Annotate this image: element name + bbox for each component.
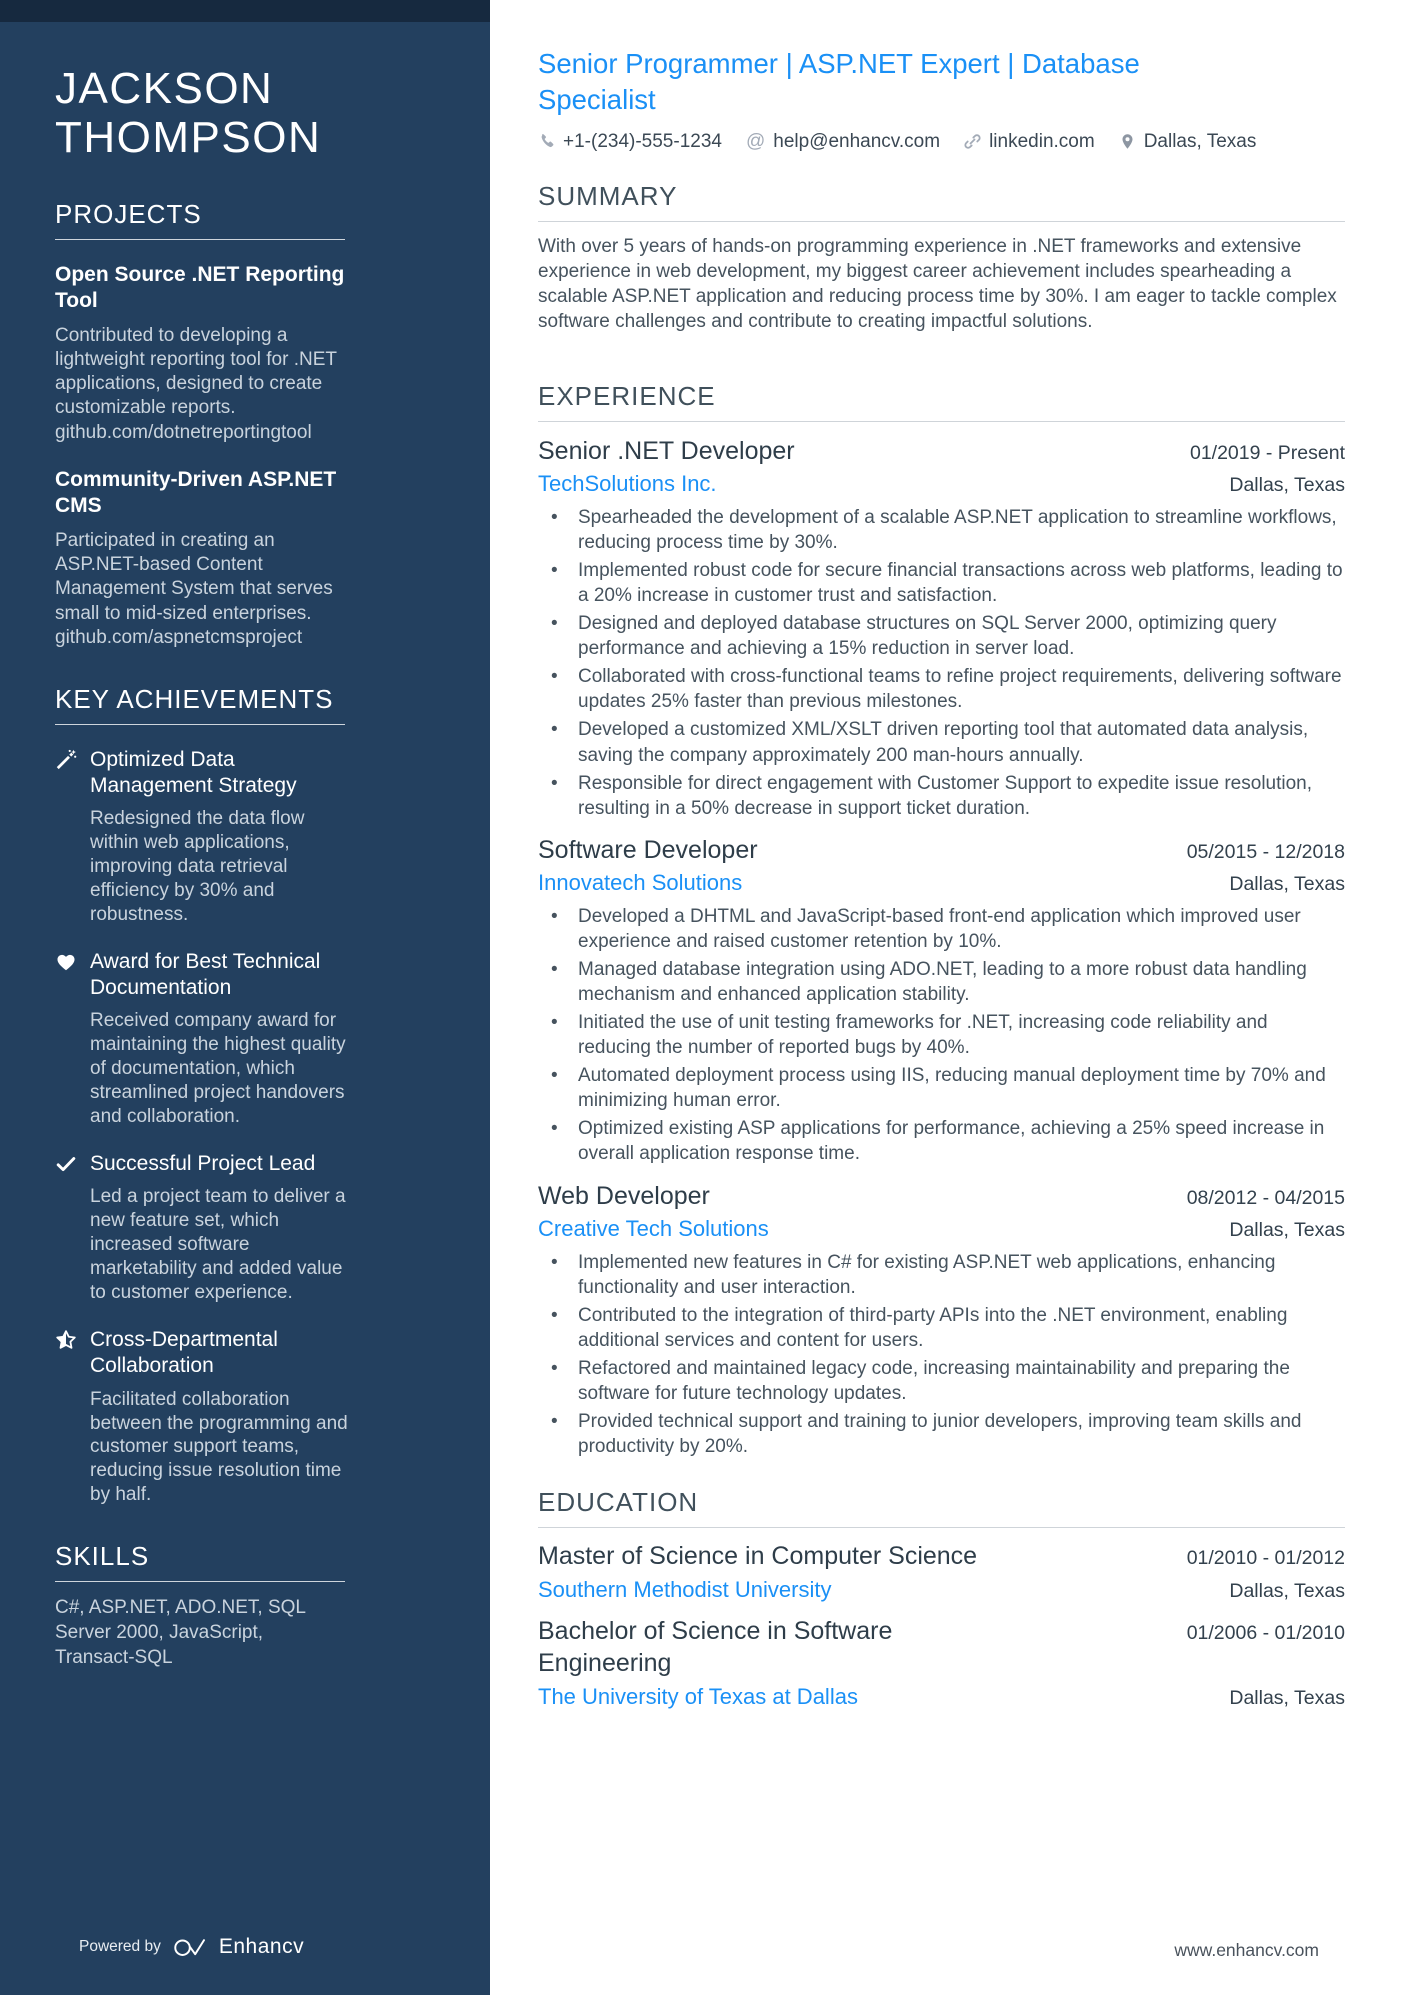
email-address: help@enhancv.com <box>773 130 941 152</box>
school-name[interactable]: The University of Texas at Dallas <box>538 1683 858 1709</box>
degree-title: Bachelor of Science in Software Engineering <box>538 1617 893 1677</box>
skills-heading: SKILLS <box>55 1541 150 1572</box>
project-link[interactable]: github.com/aspnetcmsproject <box>55 626 303 648</box>
enhancv-logo-icon[interactable] <box>172 1936 208 1959</box>
job-bullet: • Refactored and maintained legacy code, increasing maintainability and preparing the software for future technology updates. <box>538 1356 1345 1406</box>
key-achievements-heading: KEY ACHIEVEMENTS <box>55 683 334 714</box>
job-bullet: • Optimized existing ASP applications for performance, achieving a 25% speed increase in overall application response time. <box>538 1116 1345 1166</box>
key-achievements-section <box>55 684 435 1508</box>
job-bullet: • Contributed to the integration of third-party APIs into the .NET environment, enabling additional services and content for users. <box>538 1303 1345 1353</box>
degree-subheader-row <box>538 1577 1345 1603</box>
job-bullet: • Developed a customized XML/XSLT driven reporting tool that automated data analysis, saving the company approximately 200 man-hours annually. <box>538 717 1345 767</box>
job-bullets <box>538 1250 1345 1460</box>
section-divider <box>55 724 345 725</box>
phone-icon <box>538 133 555 150</box>
achievement-title: Successful Project Lead <box>90 1152 316 1176</box>
achievement-description: Led a project team to deliver a new feature set, which increased software marketability and added value to customer experience. <box>90 1186 346 1304</box>
wand-icon <box>55 747 77 927</box>
degree-location: Dallas, Texas <box>1229 1686 1345 1709</box>
pin-icon <box>1119 133 1136 150</box>
degree-location: Dallas, Texas <box>1229 1580 1345 1603</box>
project-title: Community-Driven ASP.NET CMS <box>55 467 337 517</box>
candidate-name: JACKSON THOMPSON <box>55 64 322 163</box>
section-divider <box>538 221 1345 222</box>
education-section <box>538 1487 1345 1710</box>
linkedin-url: linkedin.com <box>989 130 1095 152</box>
company-name[interactable]: TechSolutions Inc. <box>538 470 717 496</box>
achievement-body <box>90 949 350 1129</box>
job-dates: 01/2019 - Present <box>1189 441 1345 464</box>
job-location: Dallas, Texas <box>1229 872 1345 895</box>
section-divider <box>538 421 1345 422</box>
enhancv-brand-name[interactable]: Enhancv <box>218 1935 305 1958</box>
project-description: Contributed to developing a lightweight reporting tool for .NET applications, designed to create customizable reports. <box>55 325 337 419</box>
phone-number: +1-(234)-555-1234 <box>563 130 722 152</box>
achievement-item <box>55 747 350 927</box>
achievement-item <box>55 949 350 1129</box>
at-icon: @ <box>745 131 766 152</box>
school-name[interactable]: Southern Methodist University <box>538 1577 832 1603</box>
education-heading: EDUCATION <box>538 1487 699 1518</box>
education-entry <box>538 1616 1345 1710</box>
achievement-item <box>55 1151 350 1305</box>
education-entry <box>538 1541 1345 1603</box>
location-text: Dallas, Texas <box>1143 130 1257 152</box>
degree-header-row <box>538 1541 1345 1572</box>
linkedin-contact[interactable] <box>964 131 1095 153</box>
project-item <box>55 262 347 445</box>
section-divider <box>55 1581 345 1582</box>
summary-text: With over 5 years of hands-on programming experience in .NET frameworks and extensive experience in web development, my biggest career achievement includes spearheading a scalable ASP.NET application and reducing process time by 30%. I am eager to tackle complex software challenges and contribute to creating impactful solutions. <box>538 235 1337 332</box>
top-accent-bar <box>0 0 490 22</box>
job-bullets <box>538 505 1345 821</box>
achievement-title: Optimized Data Management Strategy <box>90 747 297 798</box>
project-link[interactable]: github.com/dotnetreportingtool <box>55 421 312 443</box>
projects-section <box>55 199 435 650</box>
achievement-body <box>90 747 350 927</box>
job-dates: 08/2012 - 04/2015 <box>1186 1186 1345 1209</box>
degree-title: Master of Science in Computer Science <box>538 1542 978 1571</box>
sidebar <box>0 0 490 1995</box>
email-contact[interactable] <box>746 131 940 153</box>
heart-icon <box>55 949 77 1129</box>
resume-headline: Senior Programmer | ASP.NET Expert | Database Specialist <box>538 48 1140 115</box>
section-divider <box>55 239 345 240</box>
powered-by-label: Powered by <box>79 1938 161 1955</box>
experience-entry <box>538 835 1345 1167</box>
experience-section <box>538 381 1345 1459</box>
experience-heading: EXPERIENCE <box>538 380 716 411</box>
link-icon <box>964 133 981 150</box>
achievement-description: Redesigned the data flow within web applications, improving data retrieval efficiency by 30% and robustness. <box>90 808 305 926</box>
achievement-title: Cross-Departmental Collaboration <box>90 1328 278 1378</box>
job-subheader-row <box>538 870 1345 896</box>
skills-section <box>55 1541 435 1670</box>
project-title: Open Source .NET Reporting Tool <box>55 262 345 312</box>
job-header-row <box>538 835 1345 865</box>
degree-header-row <box>538 1616 1345 1679</box>
experience-entry <box>538 1181 1345 1460</box>
location-contact <box>1119 131 1257 153</box>
job-bullet: • Developed a DHTML and JavaScript-based front-end application which improved user experience and raised customer retention by 10%. <box>538 904 1345 954</box>
contact-row <box>538 131 1345 153</box>
experience-entry <box>538 436 1345 821</box>
job-bullet: • Collaborated with cross-functional teams to refine project requirements, delivering software updates 25% faster than previous milestones. <box>538 664 1345 714</box>
page-footer <box>538 1940 1345 1961</box>
achievement-description: Facilitated collaboration between the programming and customer support teams, reducing issue resolution time by half. <box>90 1388 348 1506</box>
achievement-title: Award for Best Technical Documentation <box>90 949 321 1000</box>
job-header-row <box>538 1181 1345 1211</box>
achievement-item <box>55 1327 350 1507</box>
job-bullet: • Implemented new features in C# for existing ASP.NET web applications, enhancing functionality and user interaction. <box>538 1250 1345 1300</box>
job-bullets <box>538 904 1345 1167</box>
main-column <box>490 0 1410 1995</box>
job-bullet: • Implemented robust code for secure financial transactions across web platforms, leading to a 20% increase in customer trust and satisfaction. <box>538 558 1345 608</box>
job-bullet: • Initiated the use of unit testing frameworks for .NET, increasing code reliability and reducing the number of reported bugs by 40%. <box>538 1010 1345 1060</box>
phone-contact[interactable] <box>538 131 722 153</box>
summary-section <box>538 181 1345 353</box>
check-icon <box>55 1151 77 1305</box>
summary-heading: SUMMARY <box>538 180 678 211</box>
company-name[interactable]: Innovatech Solutions <box>538 869 743 895</box>
degree-dates: 01/2006 - 01/2010 <box>1186 1622 1345 1645</box>
achievement-description: Received company award for maintaining the highest quality of documentation, which streamlined project handovers and collaboration. <box>90 1010 346 1128</box>
job-title: Software Developer <box>538 835 758 864</box>
degree-dates: 01/2010 - 01/2012 <box>1186 1547 1345 1570</box>
achievement-body <box>90 1327 350 1507</box>
job-location: Dallas, Texas <box>1229 1218 1345 1241</box>
job-bullet: • Automated deployment process using IIS, reducing manual deployment time by 70% and minimizing human error. <box>538 1063 1345 1113</box>
job-title: Senior .NET Developer <box>538 436 795 465</box>
job-subheader-row <box>538 1216 1345 1242</box>
job-header-row <box>538 436 1345 466</box>
job-subheader-row <box>538 471 1345 497</box>
job-title: Web Developer <box>538 1181 710 1210</box>
project-description: Participated in creating an ASP.NET-based Content Management System that serves small to mid-sized enterprises. <box>55 530 333 624</box>
enhancv-website-link[interactable]: www.enhancv.com <box>1174 1940 1319 1960</box>
section-divider <box>538 1527 1345 1528</box>
job-location: Dallas, Texas <box>1229 473 1345 496</box>
achievement-body <box>90 1151 350 1305</box>
project-item <box>55 467 347 650</box>
job-bullet: • Managed database integration using ADO.NET, leading to a more robust data handling mechanism and enhanced application stability. <box>538 957 1345 1007</box>
projects-heading: PROJECTS <box>55 198 202 229</box>
job-dates: 05/2015 - 12/2018 <box>1186 840 1345 863</box>
job-bullet: • Provided technical support and training to junior developers, improving team skills and productivity by 20%. <box>538 1409 1345 1459</box>
job-bullet: • Designed and deployed database structures on SQL Server 2000, optimizing query performance and achieving a 15% reduction in server load. <box>538 611 1345 661</box>
job-bullet: • Responsible for direct engagement with Customer Support to expedite issue resolution, resulting in a 50% decrease in support ticket duration. <box>538 771 1345 821</box>
powered-by-footer <box>79 1935 435 1959</box>
company-name[interactable]: Creative Tech Solutions <box>538 1215 769 1241</box>
star-icon <box>55 1327 77 1507</box>
skills-list: C#, ASP.NET, ADO.NET, SQL Server 2000, JavaScript, Transact-SQL <box>55 1597 306 1668</box>
degree-subheader-row <box>538 1684 1345 1710</box>
job-bullet: • Spearheaded the development of a scalable ASP.NET application to streamline workflows, reducing process time by 30%. <box>538 505 1345 555</box>
